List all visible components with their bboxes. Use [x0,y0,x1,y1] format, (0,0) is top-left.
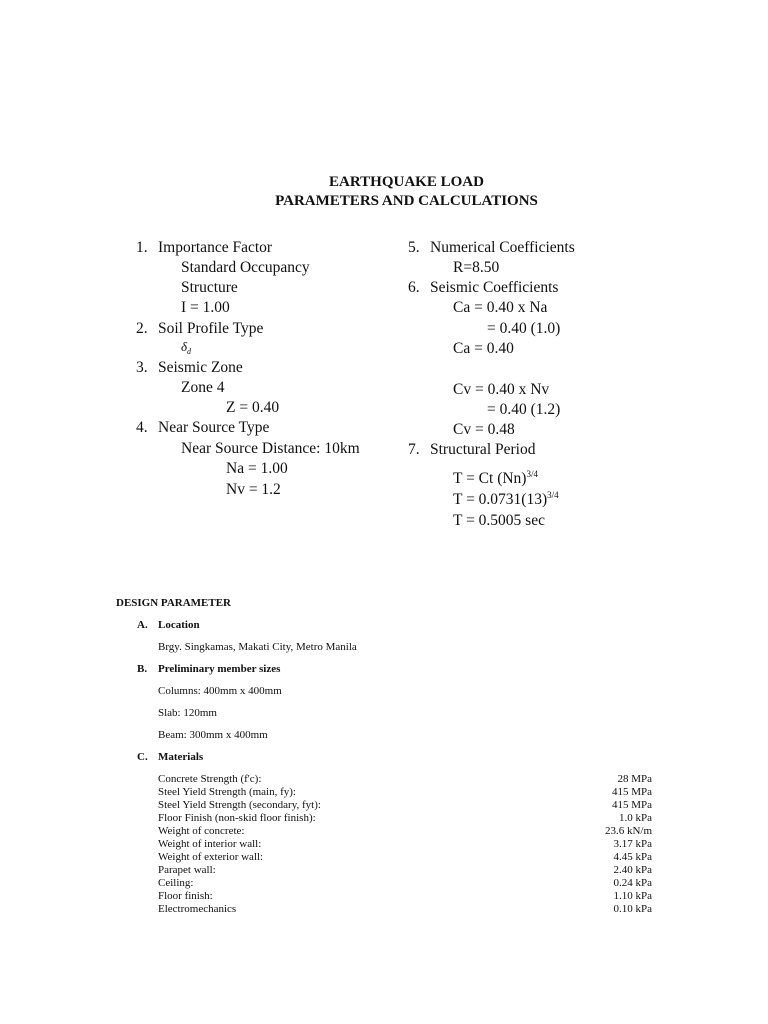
item-number: 7. [408,441,420,458]
item-seismic-coefficients [408,278,558,298]
item-number: 1. [136,239,148,256]
material-label: Weight of exterior wall: [158,851,264,863]
location-value: Brgy. Singkamas, Makati City, Metro Manila [158,641,357,653]
item-number: 2. [136,320,148,337]
material-value: 2.40 kPa [613,864,652,876]
importance-value: I = 1.00 [181,299,230,316]
material-value: 415 MPa [611,786,652,798]
period-formula [453,469,538,489]
material-row [158,903,652,916]
r-value: R=8.50 [453,259,500,276]
section-b-heading: Preliminary member sizes [158,663,281,675]
material-value: 415 MPa [611,799,652,811]
material-row [158,825,652,838]
material-value: 4.45 kPa [613,851,652,863]
material-row [158,851,652,864]
material-label: Steel Yield Strength (secondary, fyt): [158,799,321,811]
section-a-heading: Location [158,619,200,631]
title-line-1: EARTHQUAKE LOAD [329,174,484,190]
section-a-label: A. [137,619,148,631]
ca-substitution: = 0.40 (1.0) [487,320,561,337]
material-row [158,786,652,799]
material-value: 23.6 kN/m [604,825,652,837]
zone-value: Z = 0.40 [226,399,280,416]
period-formula-base: T = Ct (Nn) [453,470,527,487]
ca-formula: Ca = 0.40 x Na [453,299,548,316]
material-value: 0.24 kPa [613,877,652,889]
material-row [158,877,652,890]
item-soil-profile [136,319,263,339]
period-substitution-exponent: 3/4 [547,490,559,500]
material-row [158,838,652,851]
material-label: Electromechanics [158,903,237,915]
item-heading: Near Source Type [158,419,270,436]
cv-formula: Cv = 0.40 x Nv [453,381,550,398]
title-line-2: PARAMETERS AND CALCULATIONS [275,193,538,209]
na-value: Na = 1.00 [226,460,288,477]
zone-label: Zone 4 [181,379,225,396]
material-label: Concrete Strength (f'c): [158,773,262,785]
item-near-source [136,418,269,438]
material-label: Floor finish: [158,890,213,902]
delta-subscript: d [187,347,192,356]
section-c-heading: Materials [158,751,204,763]
slab-size: Slab: 120mm [158,707,217,719]
material-value: 1.10 kPa [613,890,652,902]
material-value: 28 MPa [617,773,652,785]
period-result: T = 0.5005 sec [453,512,545,529]
occupancy-line-2: Structure [181,279,238,296]
near-source-distance: Near Source Distance: 10km [181,440,360,457]
item-heading: Soil Profile Type [158,320,264,337]
section-c-label: C. [137,751,148,763]
nv-value: Nv = 1.2 [226,481,281,498]
delta-symbol: δ [181,339,188,354]
soil-profile-symbol [181,339,191,356]
item-heading: Seismic Zone [158,359,243,376]
item-heading: Importance Factor [158,239,273,256]
item-number: 4. [136,419,148,436]
item-heading: Seismic Coefficients [430,279,559,296]
item-importance-factor [136,238,272,258]
columns-size: Columns: 400mm x 400mm [158,685,282,697]
item-structural-period [408,440,535,460]
material-label: Ceiling: [158,877,194,889]
period-substitution-base: T = 0.0731(13) [453,491,548,508]
material-row [158,864,652,877]
material-row [158,773,652,786]
material-value: 0.10 kPa [613,903,652,915]
item-numerical-coefficients [408,238,575,258]
material-row [158,812,652,825]
item-heading: Numerical Coefficients [430,239,575,256]
item-number: 5. [408,239,420,256]
material-value: 3.17 kPa [613,838,652,850]
occupancy-line-1: Standard Occupancy [181,259,310,276]
material-value: 1.0 kPa [619,812,652,824]
material-row [158,799,652,812]
period-substitution [453,490,559,510]
material-label: Parapet wall: [158,864,216,876]
material-label: Weight of interior wall: [158,838,262,850]
item-seismic-zone [136,358,243,378]
item-number: 3. [136,359,148,376]
beam-size: Beam: 300mm x 400mm [158,729,268,741]
period-formula-exponent: 3/4 [526,469,538,479]
item-heading: Structural Period [430,441,536,458]
material-label: Steel Yield Strength (main, fy): [158,786,296,798]
cv-result: Cv = 0.48 [453,421,515,438]
cv-substitution: = 0.40 (1.2) [487,401,561,418]
design-parameter-heading: DESIGN PARAMETER [116,597,232,609]
section-b-label: B. [137,663,148,675]
material-row [158,890,652,903]
material-label: Floor Finish (non-skid floor finish): [158,812,316,824]
material-label: Weight of concrete: [158,825,245,837]
ca-result: Ca = 0.40 [453,340,514,357]
item-number: 6. [408,279,420,296]
